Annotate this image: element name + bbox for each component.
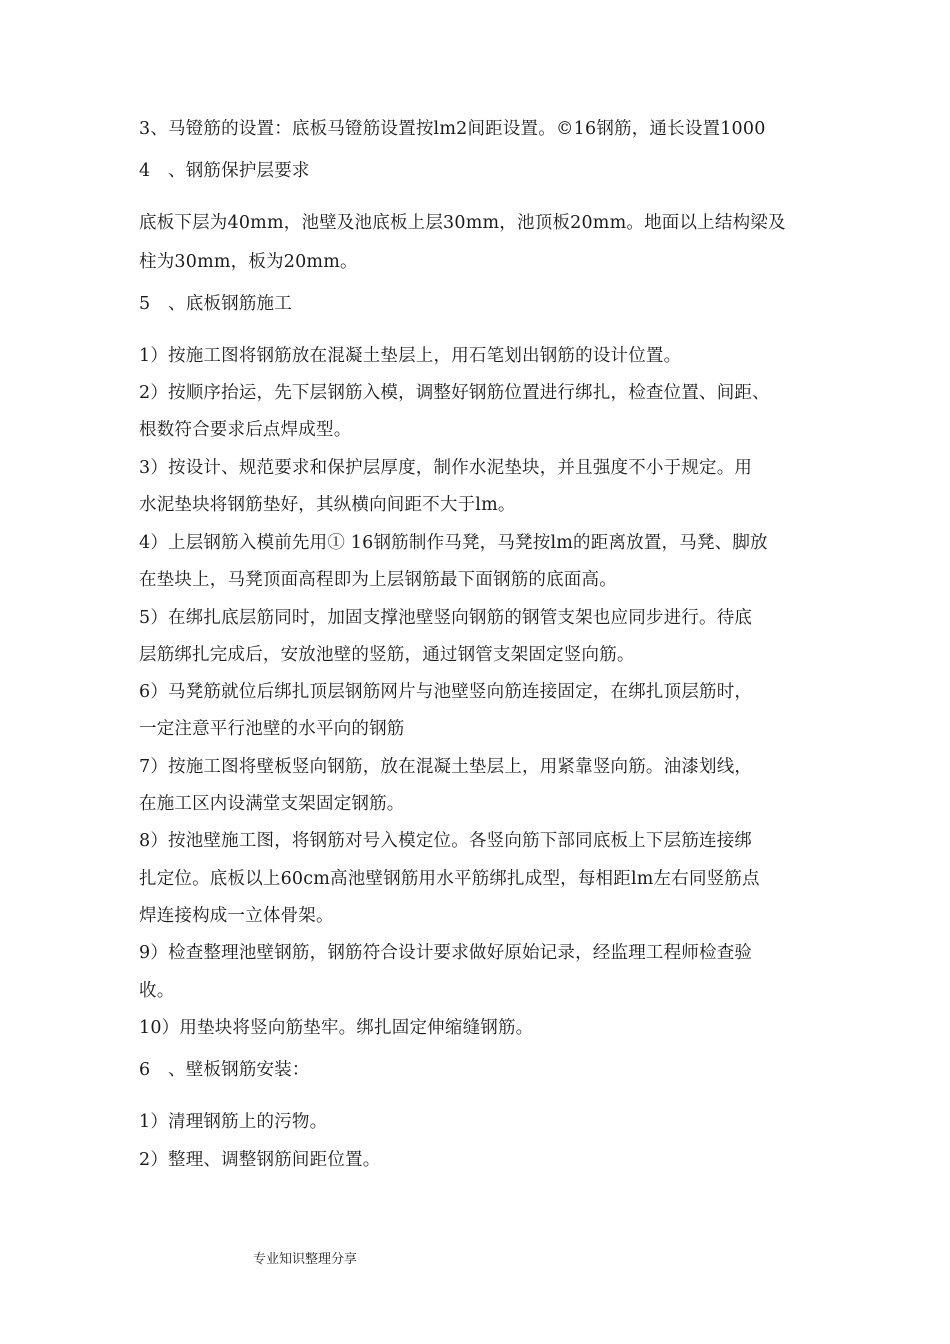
text-line: 5）在绑扎底层筋同时，加固支撑池壁竖向钢筋的钢管支架也应同步进行。待底: [139, 608, 753, 628]
section-heading: 6 、壁板钢筋安装：: [139, 1060, 310, 1080]
text-line: 在垫块上，马凳顶面高程即为上层钢筋最下面钢筋的底面高。: [139, 570, 617, 590]
text-line: 7）按施工图将壁板竖向钢筋，放在混凝土垫层上，用紧靠竖向筋。油漆划线，: [139, 757, 753, 777]
text-line: 焊连接构成一立体骨架。: [139, 906, 334, 926]
text-line: 4）上层钢筋入模前先用① 16钢筋制作马凳，马凳按lm的距离放置，马凳、脚放: [139, 533, 768, 553]
text-line: 9）检查整理池壁钢筋，钢筋符合设计要求做好原始记录，经监理工程师检查验: [139, 943, 753, 963]
text-line: 底板下层为40mm，池壁及池底板上层30mm，池顶板20mm。地面以上结构梁及: [139, 213, 786, 233]
text-line: 10）用垫块将竖向筋垫牢。绑扎固定伸缩缝钢筋。: [139, 1018, 534, 1038]
text-line: 1）清理钢筋上的污物。: [139, 1112, 328, 1132]
text-line: 根数符合要求后点焊成型。: [139, 420, 352, 440]
text-line: 8）按池壁施工图，将钢筋对号入模定位。各竖向筋下部同底板上下层筋连接绑: [139, 831, 753, 851]
text-line: 一定注意平行池壁的水平向的钢筋: [139, 719, 405, 739]
section-heading: 5 、底板钢筋施工: [139, 294, 292, 314]
text-line: 层筋绑扎完成后，安放池壁的竖筋，通过钢管支架固定竖向筋。: [139, 645, 635, 665]
text-line: 在施工区内设满堂支架固定钢筋。: [139, 794, 405, 814]
page-footer: 专业知识整理分享: [253, 1252, 358, 1267]
section-heading: 4 、钢筋保护层要求: [139, 161, 310, 181]
text-line: 2）按顺序抬运，先下层钢筋入模，调整好钢筋位置进行绑扎，检查位置、间距、: [139, 383, 770, 403]
text-line: 扎定位。底板以上60cm高池壁钢筋用水平筋绑扎成型，每相距lm左右同竖筋点: [139, 869, 760, 889]
text-line: 收。: [139, 981, 175, 1001]
text-line: 柱为30mm，板为20mm。: [139, 252, 358, 272]
text-line: 3）按设计、规范要求和保护层厚度，制作水泥垫块，并且强度不小于规定。用: [139, 458, 753, 478]
text-line: 3、马镫筋的设置：底板马镫筋设置按lm2间距设置。©16钢筋，通长设置1000: [139, 119, 766, 139]
text-line: 6）马凳筋就位后绑扎顶层钢筋网片与池壁竖向筋连接固定，在绑扎顶层筋时，: [139, 682, 753, 702]
text-line: 水泥垫块将钢筋垫好，其纵横向间距不大于lm。: [139, 495, 516, 515]
text-line: 2）整理、调整钢筋间距位置。: [139, 1150, 381, 1170]
text-line: 1）按施工图将钢筋放在混凝土垫层上，用石笔划出钢筋的设计位置。: [139, 346, 682, 366]
